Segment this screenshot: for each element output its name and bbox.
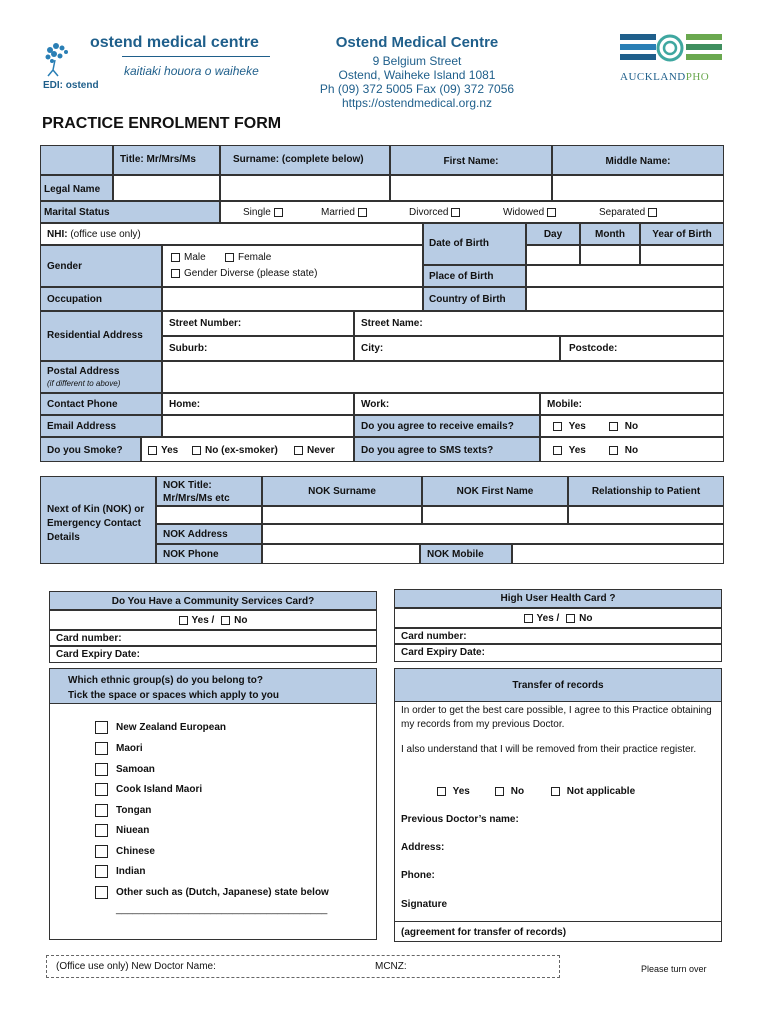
- csc-expiry[interactable]: Card Expiry Date:: [49, 646, 377, 663]
- dob-day-header: Day: [526, 223, 580, 245]
- agree-sms-label: Do you agree to SMS texts?: [354, 437, 540, 462]
- gender-options: [162, 245, 423, 287]
- ethnic-option[interactable]: [95, 802, 151, 820]
- dob-month-input[interactable]: [580, 245, 640, 265]
- ethnic-option-label: Chinese: [116, 846, 155, 858]
- street-number-field[interactable]: Street Number:: [162, 311, 354, 336]
- transfer-agreement-note: (agreement for transfer of records): [401, 927, 567, 938]
- mobile-phone-field[interactable]: Mobile:: [540, 393, 724, 415]
- city-field[interactable]: City:: [354, 336, 560, 361]
- checkbox-icon[interactable]: [95, 742, 108, 755]
- logo: [40, 36, 90, 78]
- checkbox-icon[interactable]: [95, 865, 108, 878]
- signature-field[interactable]: Signature: [401, 899, 448, 910]
- ethnic-option[interactable]: [95, 761, 155, 779]
- emails-yes-option[interactable]: Yes: [553, 421, 586, 432]
- first-name-input[interactable]: [390, 175, 552, 201]
- occupation-input[interactable]: [162, 287, 423, 311]
- ethnic-title: Which ethnic group(s) do you belong to? Tick the space or spaces which apply to you: [49, 668, 377, 704]
- huhc-expiry[interactable]: Card Expiry Date:: [394, 644, 722, 662]
- divorced-option[interactable]: Divorced: [409, 207, 464, 218]
- agree-emails-options: [540, 415, 724, 437]
- checkbox-icon[interactable]: [95, 721, 108, 734]
- transfer-title: Transfer of records: [394, 668, 722, 702]
- checkbox-icon[interactable]: [95, 804, 108, 817]
- middle-name-header: Middle Name:: [552, 145, 724, 175]
- female-option[interactable]: Female: [225, 252, 271, 263]
- transfer-para1: In order to get the best care possible, I agree to this Practice obtaining my records from my previous Doctor.: [401, 705, 712, 730]
- male-option[interactable]: Male: [171, 252, 206, 263]
- checkbox-icon[interactable]: [95, 886, 108, 899]
- sms-yes-option[interactable]: Yes: [553, 445, 586, 456]
- centre-name: Ostend Medical Centre: [335, 34, 499, 51]
- street-name-field[interactable]: Street Name:: [354, 311, 724, 336]
- dob-day-input[interactable]: [526, 245, 580, 265]
- title-header: Title: Mr/Mrs/Ms: [113, 145, 220, 175]
- nok-mobile-input[interactable]: [512, 544, 724, 564]
- dob-year-header: Year of Birth: [640, 223, 724, 245]
- office-use-new-doctor[interactable]: (Office use only) New Doctor Name:: [56, 961, 216, 972]
- ethnic-option-label: New Zealand European: [116, 722, 227, 734]
- transfer-yes-option[interactable]: Yes: [437, 786, 470, 797]
- country-of-birth-label: Country of Birth: [423, 287, 526, 311]
- ethnic-option-label: Cook Island Maori: [116, 784, 203, 796]
- ethnic-option[interactable]: [95, 740, 143, 758]
- csc-yes-no[interactable]: Yes / No: [49, 610, 377, 630]
- dob-year-input[interactable]: [640, 245, 724, 265]
- married-option[interactable]: Married: [321, 207, 371, 218]
- nok-label: Next of Kin (NOK) or Emergency Contact Details: [40, 476, 156, 564]
- nok-surname-header: NOK Surname: [262, 476, 422, 506]
- residential-address-label: Residential Address: [40, 311, 162, 361]
- checkbox-icon[interactable]: [95, 824, 108, 837]
- ethnic-option-label: Other such as (Dutch, Japanese) state below: [116, 887, 329, 899]
- smoke-options: [141, 437, 354, 462]
- centre-phone: Ph (09) 372 5005 Fax (09) 372 7056: [319, 82, 515, 96]
- nok-address-label: NOK Address: [156, 524, 262, 544]
- smoke-ex-option[interactable]: No (ex-smoker): [192, 445, 278, 456]
- do-you-smoke-label: Do you Smoke?: [40, 437, 141, 462]
- place-of-birth-input[interactable]: [526, 265, 724, 287]
- nok-first-name-header: NOK First Name: [422, 476, 568, 506]
- emails-no-option[interactable]: No: [609, 421, 638, 432]
- nok-address-input[interactable]: [262, 524, 724, 544]
- work-phone-field[interactable]: Work:: [354, 393, 540, 415]
- pho-name: AUCKLAND: [620, 71, 686, 83]
- ethnic-option-label: Maori: [116, 743, 143, 755]
- occupation-label: Occupation: [40, 287, 162, 311]
- marital-status-options: [220, 201, 724, 223]
- office-use-mcnz[interactable]: MCNZ:: [375, 961, 407, 972]
- surname-header: Surname: (complete below): [220, 145, 390, 175]
- huhc-card-number[interactable]: Card number:: [394, 628, 722, 644]
- logo-tagline: kaitiaki houora o waiheke: [124, 64, 259, 78]
- nok-first-name-input[interactable]: [422, 506, 568, 524]
- nhi-field[interactable]: NHI: (office use only): [40, 223, 423, 245]
- huhc-yes-no[interactable]: Yes / No: [394, 608, 722, 628]
- ethnic-option[interactable]: [95, 719, 226, 737]
- csc-title: Do You Have a Community Services Card?: [49, 591, 377, 610]
- ethnic-option-label: Samoan: [116, 764, 155, 776]
- agree-sms-options: [540, 437, 724, 462]
- ethnic-option[interactable]: [95, 822, 149, 840]
- surname-input[interactable]: [220, 175, 390, 201]
- ethnic-option-label: Tongan: [116, 805, 152, 817]
- widowed-option[interactable]: Widowed: [503, 207, 560, 218]
- prev-doctor-address-field[interactable]: Address:: [401, 842, 445, 853]
- email-address-label: Email Address: [40, 415, 162, 437]
- smoke-never-option[interactable]: Never: [294, 445, 335, 456]
- home-phone-field[interactable]: Home:: [162, 393, 354, 415]
- nok-phone-input[interactable]: [262, 544, 420, 564]
- gender-diverse-option[interactable]: Gender Diverse (please state): [171, 268, 317, 279]
- checkbox-icon[interactable]: [95, 845, 108, 858]
- separated-option[interactable]: Separated: [599, 207, 661, 218]
- nok-table: [40, 476, 724, 564]
- nok-relationship-header: Relationship to Patient: [568, 476, 724, 506]
- nok-title-input[interactable]: [156, 506, 262, 524]
- postal-address-label: Postal Address (if different to above): [40, 361, 162, 393]
- huhc-title: High User Health Card ?: [394, 589, 722, 608]
- postal-address-input[interactable]: [162, 361, 724, 393]
- email-address-input[interactable]: [162, 415, 354, 437]
- title-input[interactable]: [113, 175, 220, 201]
- centre-url[interactable]: https://ostendmedical.org.nz: [341, 96, 493, 110]
- marital-status-label: Marital Status: [40, 201, 220, 223]
- legal-name-label: Legal Name: [40, 175, 113, 201]
- ethnic-option[interactable]: [95, 863, 145, 881]
- centre-address2: Ostend, Waiheke Island 1081: [338, 68, 496, 82]
- nok-title-header: NOK Title: Mr/Mrs/Ms etc: [156, 476, 262, 506]
- single-option[interactable]: Single: [243, 207, 287, 218]
- sms-no-option[interactable]: No: [609, 445, 638, 456]
- ethnic-option-label: Indian: [116, 866, 146, 878]
- gender-label: Gender: [40, 245, 162, 287]
- prev-doctor-field[interactable]: Previous Doctor’s name:: [401, 814, 519, 825]
- nok-mobile-label: NOK Mobile: [420, 544, 512, 564]
- date-of-birth-label: Date of Birth: [423, 223, 526, 265]
- centre-address1: 9 Belgium Street: [372, 54, 462, 68]
- transfer-no-option[interactable]: No: [495, 786, 524, 797]
- country-of-birth-input[interactable]: [526, 287, 724, 311]
- checkbox-icon[interactable]: [95, 763, 108, 776]
- pho-logo: [620, 32, 722, 83]
- dob-month-header: Month: [580, 223, 640, 245]
- nok-phone-label: NOK Phone: [156, 544, 262, 564]
- ethnic-option[interactable]: [95, 781, 202, 799]
- suburb-field[interactable]: Suburb:: [162, 336, 354, 361]
- transfer-na-option[interactable]: Not applicable: [551, 786, 635, 797]
- checkbox-icon[interactable]: [95, 783, 108, 796]
- prev-doctor-phone-field[interactable]: Phone:: [401, 870, 435, 881]
- transfer-para2: I also understand that I will be removed from their practice register.: [401, 744, 697, 755]
- ethnic-option[interactable]: [95, 884, 329, 902]
- ethnic-option[interactable]: [95, 843, 155, 861]
- please-turn-over: Please turn over: [641, 964, 707, 974]
- contact-phone-label: Contact Phone: [40, 393, 162, 415]
- csc-card-number[interactable]: Card number:: [49, 630, 377, 646]
- logo-name: ostend medical centre: [90, 34, 259, 51]
- nok-surname-input[interactable]: [262, 506, 422, 524]
- enrolment-table: [40, 145, 724, 462]
- smoke-yes-option[interactable]: Yes: [148, 445, 178, 456]
- middle-name-input[interactable]: [552, 175, 724, 201]
- ethnic-option-label: Niuean: [116, 825, 150, 837]
- pho-suffix: PHO: [685, 71, 710, 83]
- form-title: PRACTICE ENROLMENT FORM: [42, 115, 282, 132]
- postcode-field[interactable]: Postcode:: [560, 336, 724, 361]
- edi-code: EDI: ostend: [43, 80, 99, 91]
- place-of-birth-label: Place of Birth: [423, 265, 526, 287]
- centre-address-block: [300, 34, 534, 110]
- ethnic-other-line[interactable]: ______________________________________: [116, 904, 328, 915]
- first-name-header: First Name:: [390, 145, 552, 175]
- nok-relationship-input[interactable]: [568, 506, 724, 524]
- agree-emails-label: Do you agree to receive emails?: [354, 415, 540, 437]
